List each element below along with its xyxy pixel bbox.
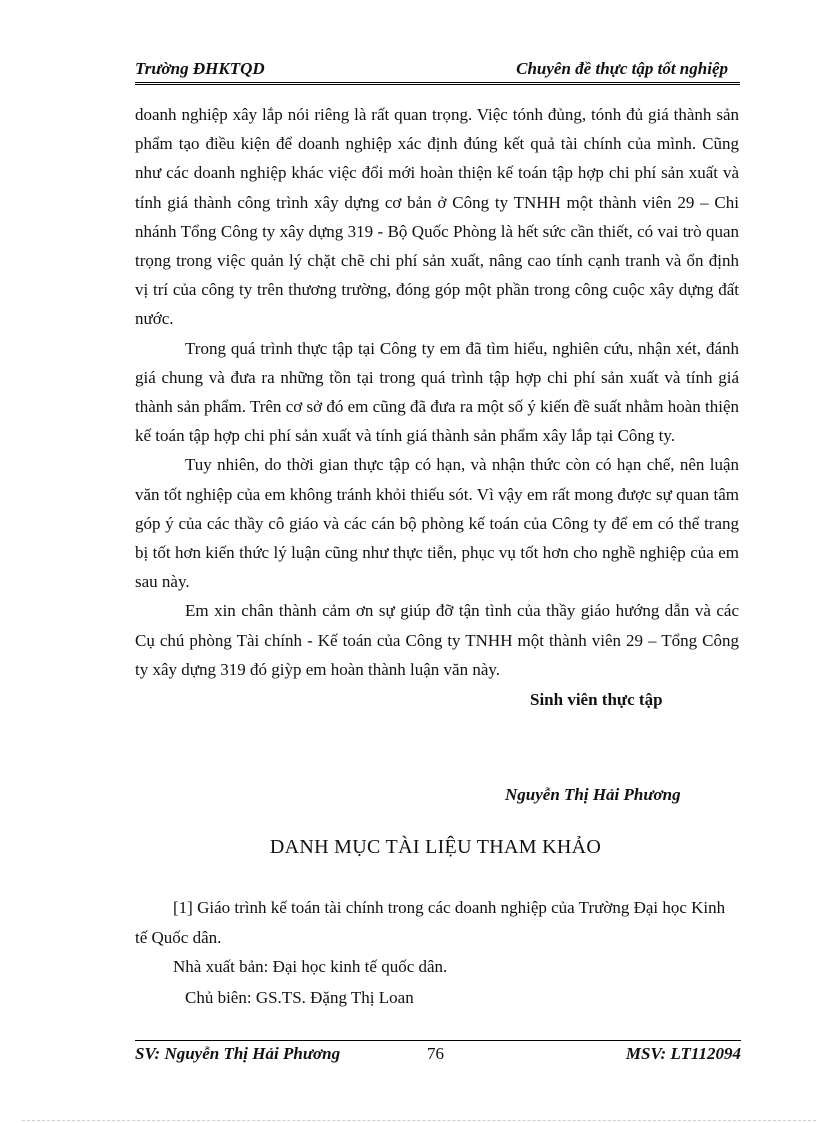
references-heading: DANH MỤC TÀI LIỆU THAM KHẢO — [269, 836, 602, 858]
paragraph-4: Em xin chân thành cảm ơn sự giúp đỡ tận tình của thầy giáo hướng dẫn và các Cụ chú phòng Tài chính - Kế toán của Công ty TNHH một thành viên 29 – Tổng Công ty xây dựng 319 đó giỳp em hoàn thành luận văn này. — [135, 601, 739, 679]
paragraph-1: doanh nghiệp xây lắp nói riêng là rất quan trọng. Việc tónh đủng, tónh đủ giá thành sản phẩm tạo điều kiện để doanh nghiệp xác định đúng kết quả tài chính của mình. Cũng như các doanh nghiệp khác việc đổi mới hoàn thiện kế toán tập hợp chi phí sản xuất và tính giá thành công trình xây dựng cơ bản ở Công ty TNHH một thành viên 29 – Chi nhánh Tổng Công ty xây dựng 319 - Bộ Quốc Phòng là hết sức cần thiết, có vai trò quan trọng trong việc quản lý chặt chẽ chi phí sản xuất, nâng cao tính cạnh tranh và ổn định vị trí của công ty trên thương trường, đóng góp một phần trong công cuộc xây dựng đất nước. — [135, 105, 739, 329]
references-list — [135, 893, 740, 1012]
body-text — [135, 100, 739, 684]
page-footer — [135, 1040, 741, 1071]
reference-item: [1] Giáo trình kế toán tài chính trong các doanh nghiệp của Trường Đại học Kinh tế Quốc dân. — [135, 898, 726, 947]
header-report-title: Chuyên đề thực tập tốt nghiệp — [516, 59, 728, 78]
page-break-divider — [22, 1120, 816, 1121]
footer-student-id: MSV: LT112094 — [625, 1044, 741, 1063]
header-school: Trường ĐHKTQD — [135, 59, 265, 78]
footer-student-name: SV: Nguyễn Thị Hải Phương — [135, 1044, 341, 1063]
reference-publisher: Nhà xuất bản: Đại học kinh tế quốc dân. — [173, 957, 448, 976]
signature-name: Nguyễn Thị Hải Phương — [505, 785, 681, 804]
paragraph-2: Trong quá trình thực tập tại Công ty em đã tìm hiểu, nghiên cứu, nhận xét, đánh giá chung và đưa ra những tồn tại trong quá trình tập hợp chi phí sản xuất và tính giá thành sản phẩm. Trên cơ sở đó em cũng đã đưa ra một số ý kiến đề suất nhằm hoàn thiện kế toán tập hợp chi phí sản xuất và tính giá thành sản phẩm xây lắp tại Công ty. — [135, 338, 739, 446]
page-number: 76 — [427, 1044, 444, 1063]
reference-editor: Chủ biên: GS.TS. Đặng Thị Loan — [185, 987, 414, 1007]
signature-title: Sinh viên thực tập — [530, 690, 663, 709]
paragraph-3: Tuy nhiên, do thời gian thực tập có hạn, và nhận thức còn có hạn chế, nên luận văn tốt nghiệp của em không tránh khỏi thiếu sót. Vì vậy em rất mong được sự quan tâm góp ý của các thầy cô giáo và các cán bộ phòng kế toán của Công ty để em có thể trang bị tốt hơn kiến thức lý luận cũng như thực tiễn, phục vụ tốt hơn cho nghề nghiệp của em sau này. — [135, 455, 739, 592]
page-header — [135, 56, 740, 85]
